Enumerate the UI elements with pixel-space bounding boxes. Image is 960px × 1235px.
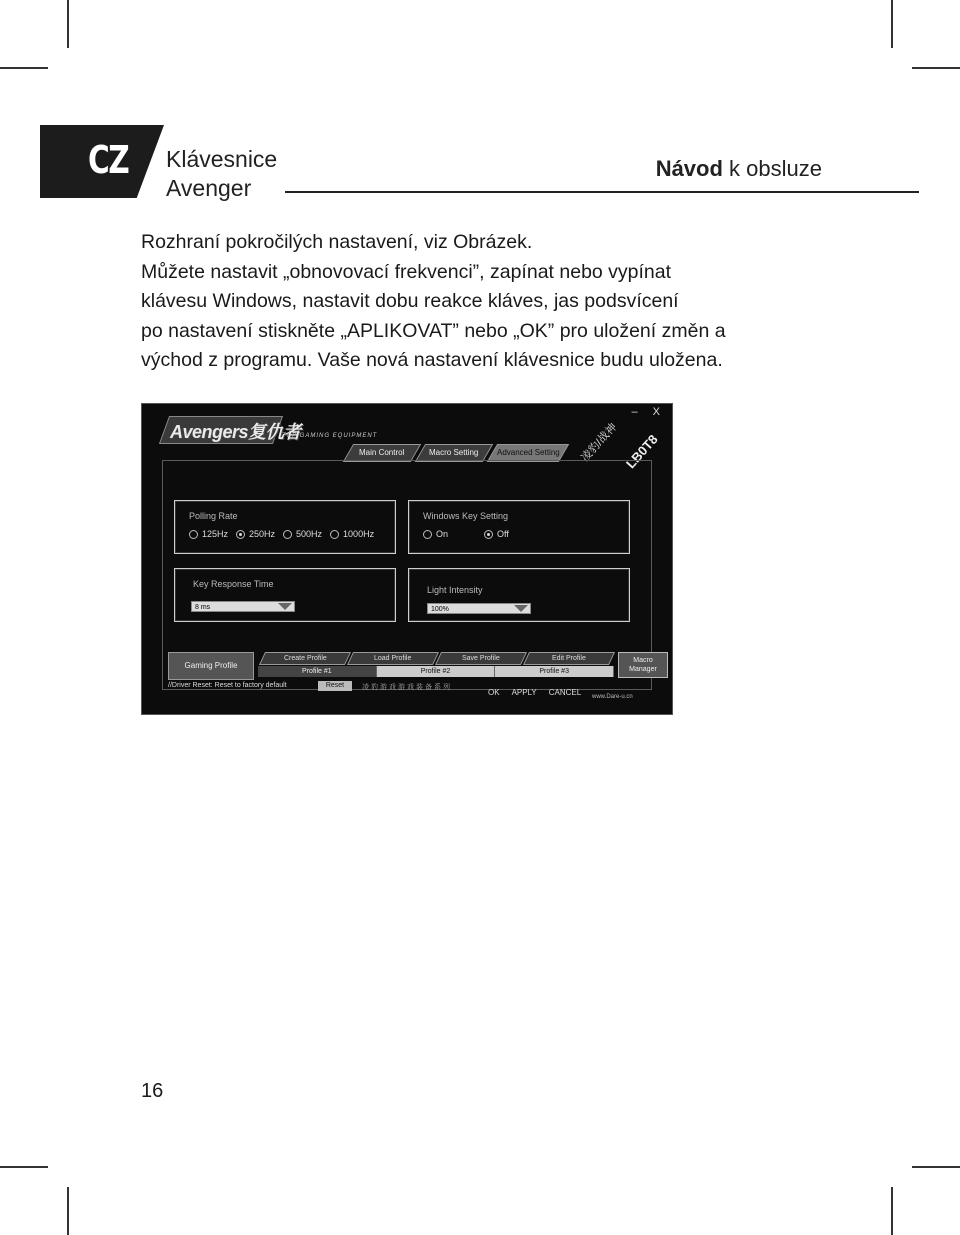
radio-icon [189,530,198,539]
cn-series-text: 凌豹游戏游戏装备系列 [362,684,452,691]
app-tagline: TOP GAMING EQUIPMENT [282,433,378,439]
manual-title-rest: k obsluze [722,156,822,181]
apply-button[interactable]: APPLY [511,688,537,697]
profile-area [166,652,657,700]
light-intensity-select[interactable]: 100% [427,603,531,614]
radio-1000hz[interactable]: 1000Hz [330,529,374,539]
page-number: 16 [141,1080,164,1102]
tab-advanced-setting[interactable]: Advanced Setting [487,444,569,462]
radio-icon [283,530,292,539]
text-line: po nastavení stiskněte „APLIKOVAT” nebo „OK” pro uložení změn a [141,319,726,342]
windows-key-options [423,529,509,539]
instruction-text [141,228,841,376]
load-profile-button[interactable]: Load Profile [347,652,439,665]
windows-key-panel [408,500,630,554]
radio-icon [330,530,339,539]
manual-title-bold: Návod [655,156,723,181]
polling-rate-panel [174,500,396,554]
crop-mark [0,67,48,69]
radio-off[interactable]: Off [484,529,509,539]
crop-mark [891,0,893,48]
radio-125hz[interactable]: 125Hz [189,529,228,539]
gaming-profile-label: Gaming Profile [168,652,254,680]
key-response-select[interactable]: 8 ms [191,601,295,612]
text-line: klávesu Windows, nastavit dobu reakce kláves, jas podsvícení [141,290,679,312]
tab-main-control[interactable]: Main Control [343,444,421,462]
crop-mark [912,1166,960,1168]
polling-rate-title: Polling Rate [189,511,238,521]
chevron-down-icon [514,605,528,612]
website-url: www.Dare-u.cn [592,694,633,700]
tab-macro-setting[interactable]: Macro Setting [415,444,493,462]
crop-mark [0,1166,48,1168]
profile-3[interactable]: Profile #3 [495,666,614,677]
key-response-panel [174,568,396,622]
text-line: východ z programu. Vaše nová nastavení klávesnice budu uložena. [141,349,723,371]
windows-key-title: Windows Key Setting [423,511,509,521]
radio-selected-icon [236,530,245,539]
product-title-line1: Klávesnice [166,146,278,172]
app-logo: Avengers复仇者 [170,422,301,442]
crop-mark [67,0,69,48]
header-rule [285,191,919,193]
reset-button[interactable]: Reset [318,681,352,691]
edit-profile-button[interactable]: Edit Profile [523,652,615,665]
profile-actions [258,652,614,664]
product-title-line2: Avenger [166,175,252,201]
dialog-buttons [488,688,581,697]
window-controls[interactable]: – X [631,406,666,418]
text-line: Rozhraní pokročilých nastavení, viz Obrázek. [141,231,533,253]
radio-icon [423,530,432,539]
language-code: CZ [88,138,129,182]
radio-selected-icon [484,530,493,539]
profile-1[interactable]: Profile #1 [258,666,377,677]
macro-manager-button[interactable]: Macro Manager [618,652,668,678]
chevron-down-icon [278,603,292,610]
crop-mark [67,1187,69,1235]
light-intensity-title: Light Intensity [427,585,483,595]
save-profile-button[interactable]: Save Profile [435,652,527,665]
radio-on[interactable]: On [423,529,448,539]
brand-cn: 凌豹/战神 [579,421,620,465]
brand-logo: LB0T8 [623,431,662,472]
text-line: Můžete nastavit „obnovovací frekvenci”, zapínat nebo vypínat [141,260,672,283]
profile-2[interactable]: Profile #2 [377,666,496,677]
create-profile-button[interactable]: Create Profile [259,652,351,665]
radio-250hz[interactable]: 250Hz [236,529,275,539]
profile-list [258,666,614,677]
reset-description: //Driver Reset: Reset to factory default [168,682,287,689]
software-screenshot [141,403,673,715]
radio-500hz[interactable]: 500Hz [283,529,322,539]
cancel-button[interactable]: CANCEL [548,688,582,697]
light-intensity-panel [408,568,630,622]
manual-title [656,155,822,183]
crop-mark [912,67,960,69]
crop-mark [891,1187,893,1235]
ok-button[interactable]: OK [488,688,500,697]
key-response-title: Key Response Time [193,579,274,589]
polling-rate-options [189,529,374,539]
